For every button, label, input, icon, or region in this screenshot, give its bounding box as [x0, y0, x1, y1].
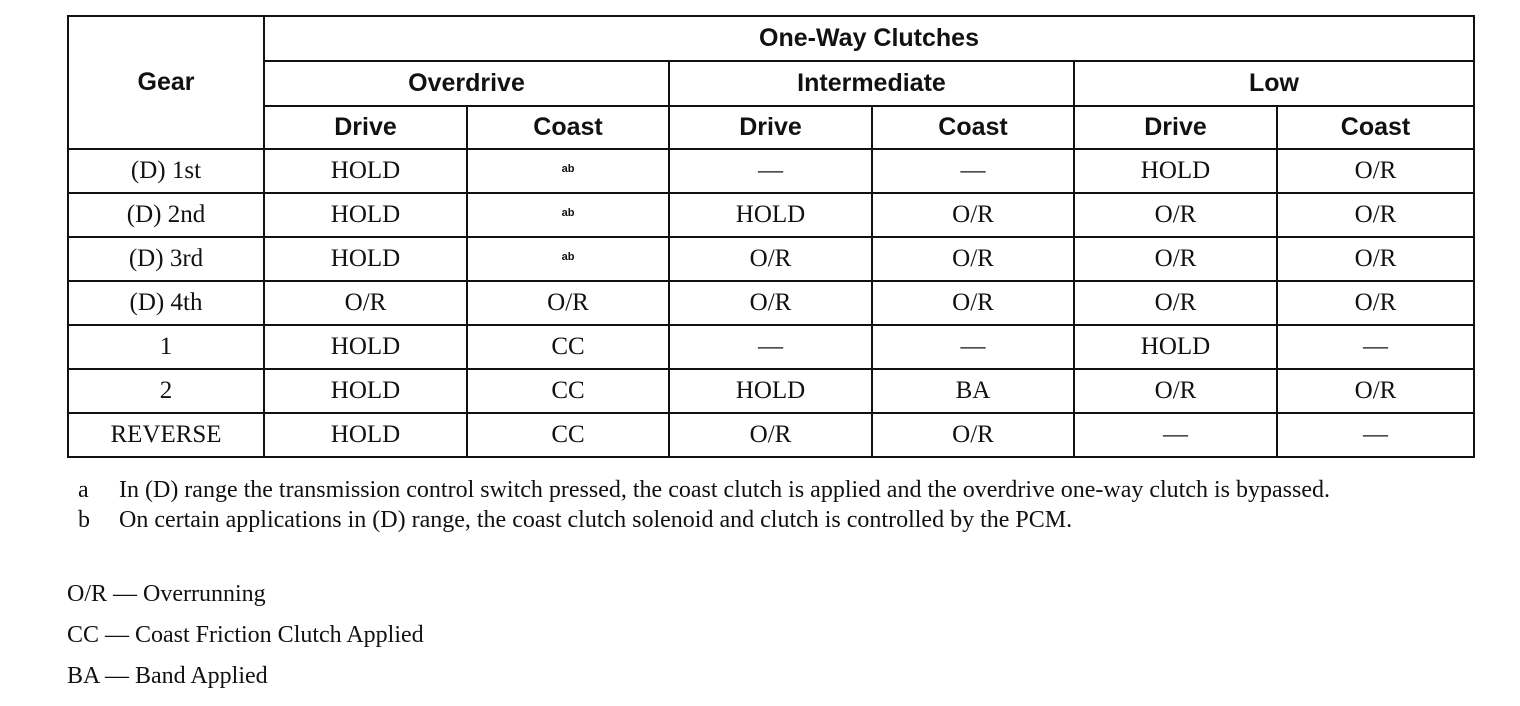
clutch-state-cell: HOLD	[264, 149, 467, 193]
clutch-state-cell: CC	[467, 325, 669, 369]
gear-cell: 1	[68, 325, 264, 369]
table-body	[68, 149, 1474, 457]
gear-cell: 2	[68, 369, 264, 413]
footnote	[67, 505, 1449, 535]
clutch-state-cell	[467, 193, 669, 237]
clutch-state-cell: O/R	[872, 237, 1074, 281]
sub-header: Coast	[467, 106, 669, 149]
footnote-ref: ab	[561, 163, 575, 175]
clutch-state-cell: BA	[872, 369, 1074, 413]
clutch-state-cell: O/R	[872, 413, 1074, 457]
table-row	[68, 193, 1474, 237]
clutch-state-cell: HOLD	[1074, 149, 1277, 193]
low-header: Low	[1074, 61, 1474, 106]
table-row	[68, 237, 1474, 281]
footnote-ref: ab	[561, 251, 575, 263]
clutch-state-cell: HOLD	[264, 413, 467, 457]
clutch-state-cell: HOLD	[669, 369, 872, 413]
footnote	[67, 475, 1449, 505]
footnote-ref: ab	[561, 207, 575, 219]
clutch-state-cell: O/R	[669, 413, 872, 457]
footnote-key: b	[78, 507, 90, 533]
clutch-state-cell: O/R	[264, 281, 467, 325]
clutch-state-cell: —	[669, 149, 872, 193]
gear-cell: (D) 3rd	[68, 237, 264, 281]
intermediate-header: Intermediate	[669, 61, 1074, 106]
gear-cell: (D) 2nd	[68, 193, 264, 237]
clutch-state-cell: HOLD	[264, 325, 467, 369]
clutch-state-cell: HOLD	[264, 193, 467, 237]
footnotes	[67, 475, 1449, 535]
clutch-state-cell: O/R	[1277, 281, 1474, 325]
legend-coast-friction-clutch: CC — Coast Friction Clutch Applied	[67, 622, 424, 648]
clutch-state-cell: —	[872, 325, 1074, 369]
gear-cell: (D) 1st	[68, 149, 264, 193]
clutch-state-cell: O/R	[872, 193, 1074, 237]
footnote-text: On certain applications in (D) range, the coast clutch solenoid and clutch is controlled by the PCM.	[119, 507, 1073, 533]
sub-header: Drive	[264, 106, 467, 149]
clutch-state-cell: O/R	[669, 281, 872, 325]
clutch-state-cell: O/R	[1074, 193, 1277, 237]
table-row	[68, 281, 1474, 325]
table-row	[68, 325, 1474, 369]
gear-cell: REVERSE	[68, 413, 264, 457]
clutch-state-cell: HOLD	[1074, 325, 1277, 369]
table-row	[68, 413, 1474, 457]
clutch-state-cell: —	[1277, 325, 1474, 369]
clutch-state-cell: O/R	[872, 281, 1074, 325]
clutch-state-cell: O/R	[1277, 193, 1474, 237]
clutch-state-cell: O/R	[1277, 369, 1474, 413]
clutch-state-cell: —	[872, 149, 1074, 193]
one-way-clutches-header: One-Way Clutches	[264, 16, 1474, 61]
sub-header: Coast	[1277, 106, 1474, 149]
footnote-text: In (D) range the transmission control switch pressed, the coast clutch is applied and the overdrive one-way clutch is bypassed.	[119, 477, 1330, 503]
sub-header: Drive	[1074, 106, 1277, 149]
clutch-state-cell: HOLD	[669, 193, 872, 237]
legend-overrunning: O/R — Overrunning	[67, 581, 266, 607]
clutch-state-cell: O/R	[669, 237, 872, 281]
sub-header: Coast	[872, 106, 1074, 149]
clutch-state-cell: HOLD	[264, 237, 467, 281]
sub-header: Drive	[669, 106, 872, 149]
clutch-state-cell: CC	[467, 413, 669, 457]
clutch-state-cell: —	[1074, 413, 1277, 457]
clutch-state-cell: O/R	[1277, 149, 1474, 193]
gear-header: Gear	[68, 16, 264, 149]
legend-band-applied: BA — Band Applied	[67, 663, 268, 689]
clutch-state-cell: —	[669, 325, 872, 369]
clutch-state-cell	[467, 237, 669, 281]
clutch-state-cell: O/R	[467, 281, 669, 325]
clutch-state-cell: O/R	[1074, 237, 1277, 281]
table-row	[68, 369, 1474, 413]
clutch-state-cell: O/R	[1074, 369, 1277, 413]
clutch-state-cell: O/R	[1277, 237, 1474, 281]
clutch-state-cell: O/R	[1074, 281, 1277, 325]
clutch-state-cell: CC	[467, 369, 669, 413]
overdrive-header: Overdrive	[264, 61, 669, 106]
clutch-state-cell: HOLD	[264, 369, 467, 413]
clutch-state-cell: —	[1277, 413, 1474, 457]
clutch-state-cell	[467, 149, 669, 193]
clutch-application-table	[67, 15, 1475, 458]
footnote-key: a	[78, 477, 89, 503]
table-row	[68, 149, 1474, 193]
gear-cell: (D) 4th	[68, 281, 264, 325]
